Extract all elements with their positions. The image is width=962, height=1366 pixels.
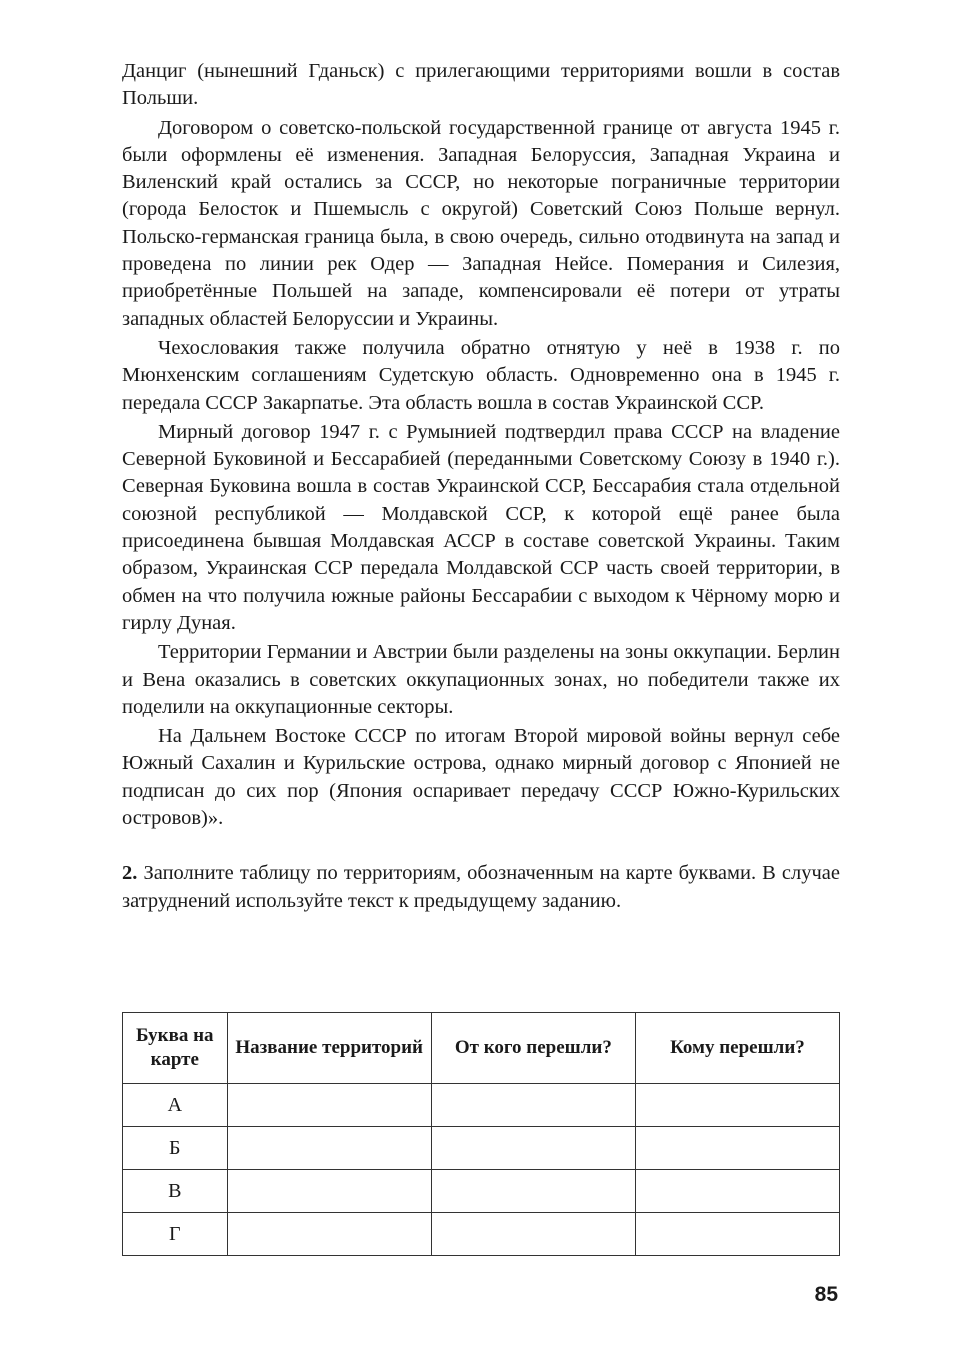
- cell-from[interactable]: [431, 1170, 635, 1213]
- paragraph-far-east: На Дальнем Востоке СССР по итогам Второй мировой войны вернул себе Южный Сахалин и Курильские острова, однако мирный договор с Японией не подписан до сих пор (Япония оспаривает передачу СССР Южно-Курильских островов)».: [122, 725, 840, 830]
- header-from: От кого перешли?: [431, 1013, 635, 1084]
- header-name: Название территорий: [227, 1013, 431, 1084]
- cell-letter: В: [123, 1170, 228, 1213]
- table-row: [123, 1213, 840, 1256]
- cell-from[interactable]: [431, 1127, 635, 1170]
- cell-letter: Г: [123, 1213, 228, 1256]
- cell-letter: Б: [123, 1127, 228, 1170]
- table-row: [123, 1127, 840, 1170]
- cell-to[interactable]: [635, 1127, 839, 1170]
- cell-to[interactable]: [635, 1084, 839, 1127]
- cell-letter: А: [123, 1084, 228, 1127]
- task-instruction: [122, 860, 840, 915]
- page-number: 85: [814, 1283, 838, 1306]
- cell-name[interactable]: [227, 1127, 431, 1170]
- territories-table: [122, 1012, 840, 1256]
- cell-to[interactable]: [635, 1213, 839, 1256]
- table-header-row: [123, 1013, 840, 1084]
- table-row: [123, 1170, 840, 1213]
- table-row: [123, 1084, 840, 1127]
- paragraph-polish-border: Договором о советско-польской государственной границе от августа 1945 г. были оформлены её изменения. Западная Белоруссия, Западная Украина и Виленский край остались за СССР, но некоторые пограничные территории (города Белосток и Пшемысль с округой) Советский Союз Польше вернул. Польско-германская граница была, в свою очередь, сильно отодвинута на запад и проведена по линии рек Одер — Западная Нейсе. Померания и Силезия, приобретённые Польшей на западе, компенсировали её потери от утраты западных областей Белоруссии и Украины.: [122, 116, 840, 330]
- cell-to[interactable]: [635, 1170, 839, 1213]
- cell-name[interactable]: [227, 1170, 431, 1213]
- paragraph-germany-austria: Территории Германии и Австрии были разделены на зоны оккупации. Берлин и Вена оказались в советских оккупационных зонах, но победители также их поделили на оккупационные секторы.: [122, 641, 840, 718]
- paragraph-czechoslovakia: Чехословакия также получила обратно отнятую у неё в 1938 г. по Мюнхенским соглашениям Судетскую область. Одновременно она в 1945 г. передала СССР Закарпатье. Эта область вошла в состав Украинской ССР.: [122, 336, 840, 414]
- paragraph-romania-treaty: Мирный договор 1947 г. с Румынией подтвердил права СССР на владение Северной Буковиной и Бессарабией (переданными Советскому Союзу в 1940 г.). Северная Буковина вошла в состав Украинской ССР, Бессарабия стала отдельной союзной республикой — Молдавской ССР, к которой ещё ранее была присоединена бывшая Молдавская АССР в составе советской Украины. Таким образом, Украинская ССР передала Молдавской ССР часть своей территории, в обмен на что получила южные районы Бессарабии с выходом к Чёрному морю и гирлу Дуная.: [122, 420, 840, 634]
- task-text: Заполните таблицу по территориям, обозначенным на карте буквами. В случае затруднений используйте текст к предыдущему заданию.: [122, 862, 841, 912]
- header-letter: Буква на карте: [123, 1013, 228, 1084]
- cell-from[interactable]: [431, 1213, 635, 1256]
- header-to: Кому перешли?: [635, 1013, 839, 1084]
- paragraph-continuation: Данциг (нынешний Гданьск) с прилегающими территориями вошли в состав Польши.: [122, 60, 840, 110]
- cell-name[interactable]: [227, 1213, 431, 1256]
- page-body: [122, 58, 840, 915]
- task-number: 2.: [122, 862, 138, 885]
- cell-from[interactable]: [431, 1084, 635, 1127]
- cell-name[interactable]: [227, 1084, 431, 1127]
